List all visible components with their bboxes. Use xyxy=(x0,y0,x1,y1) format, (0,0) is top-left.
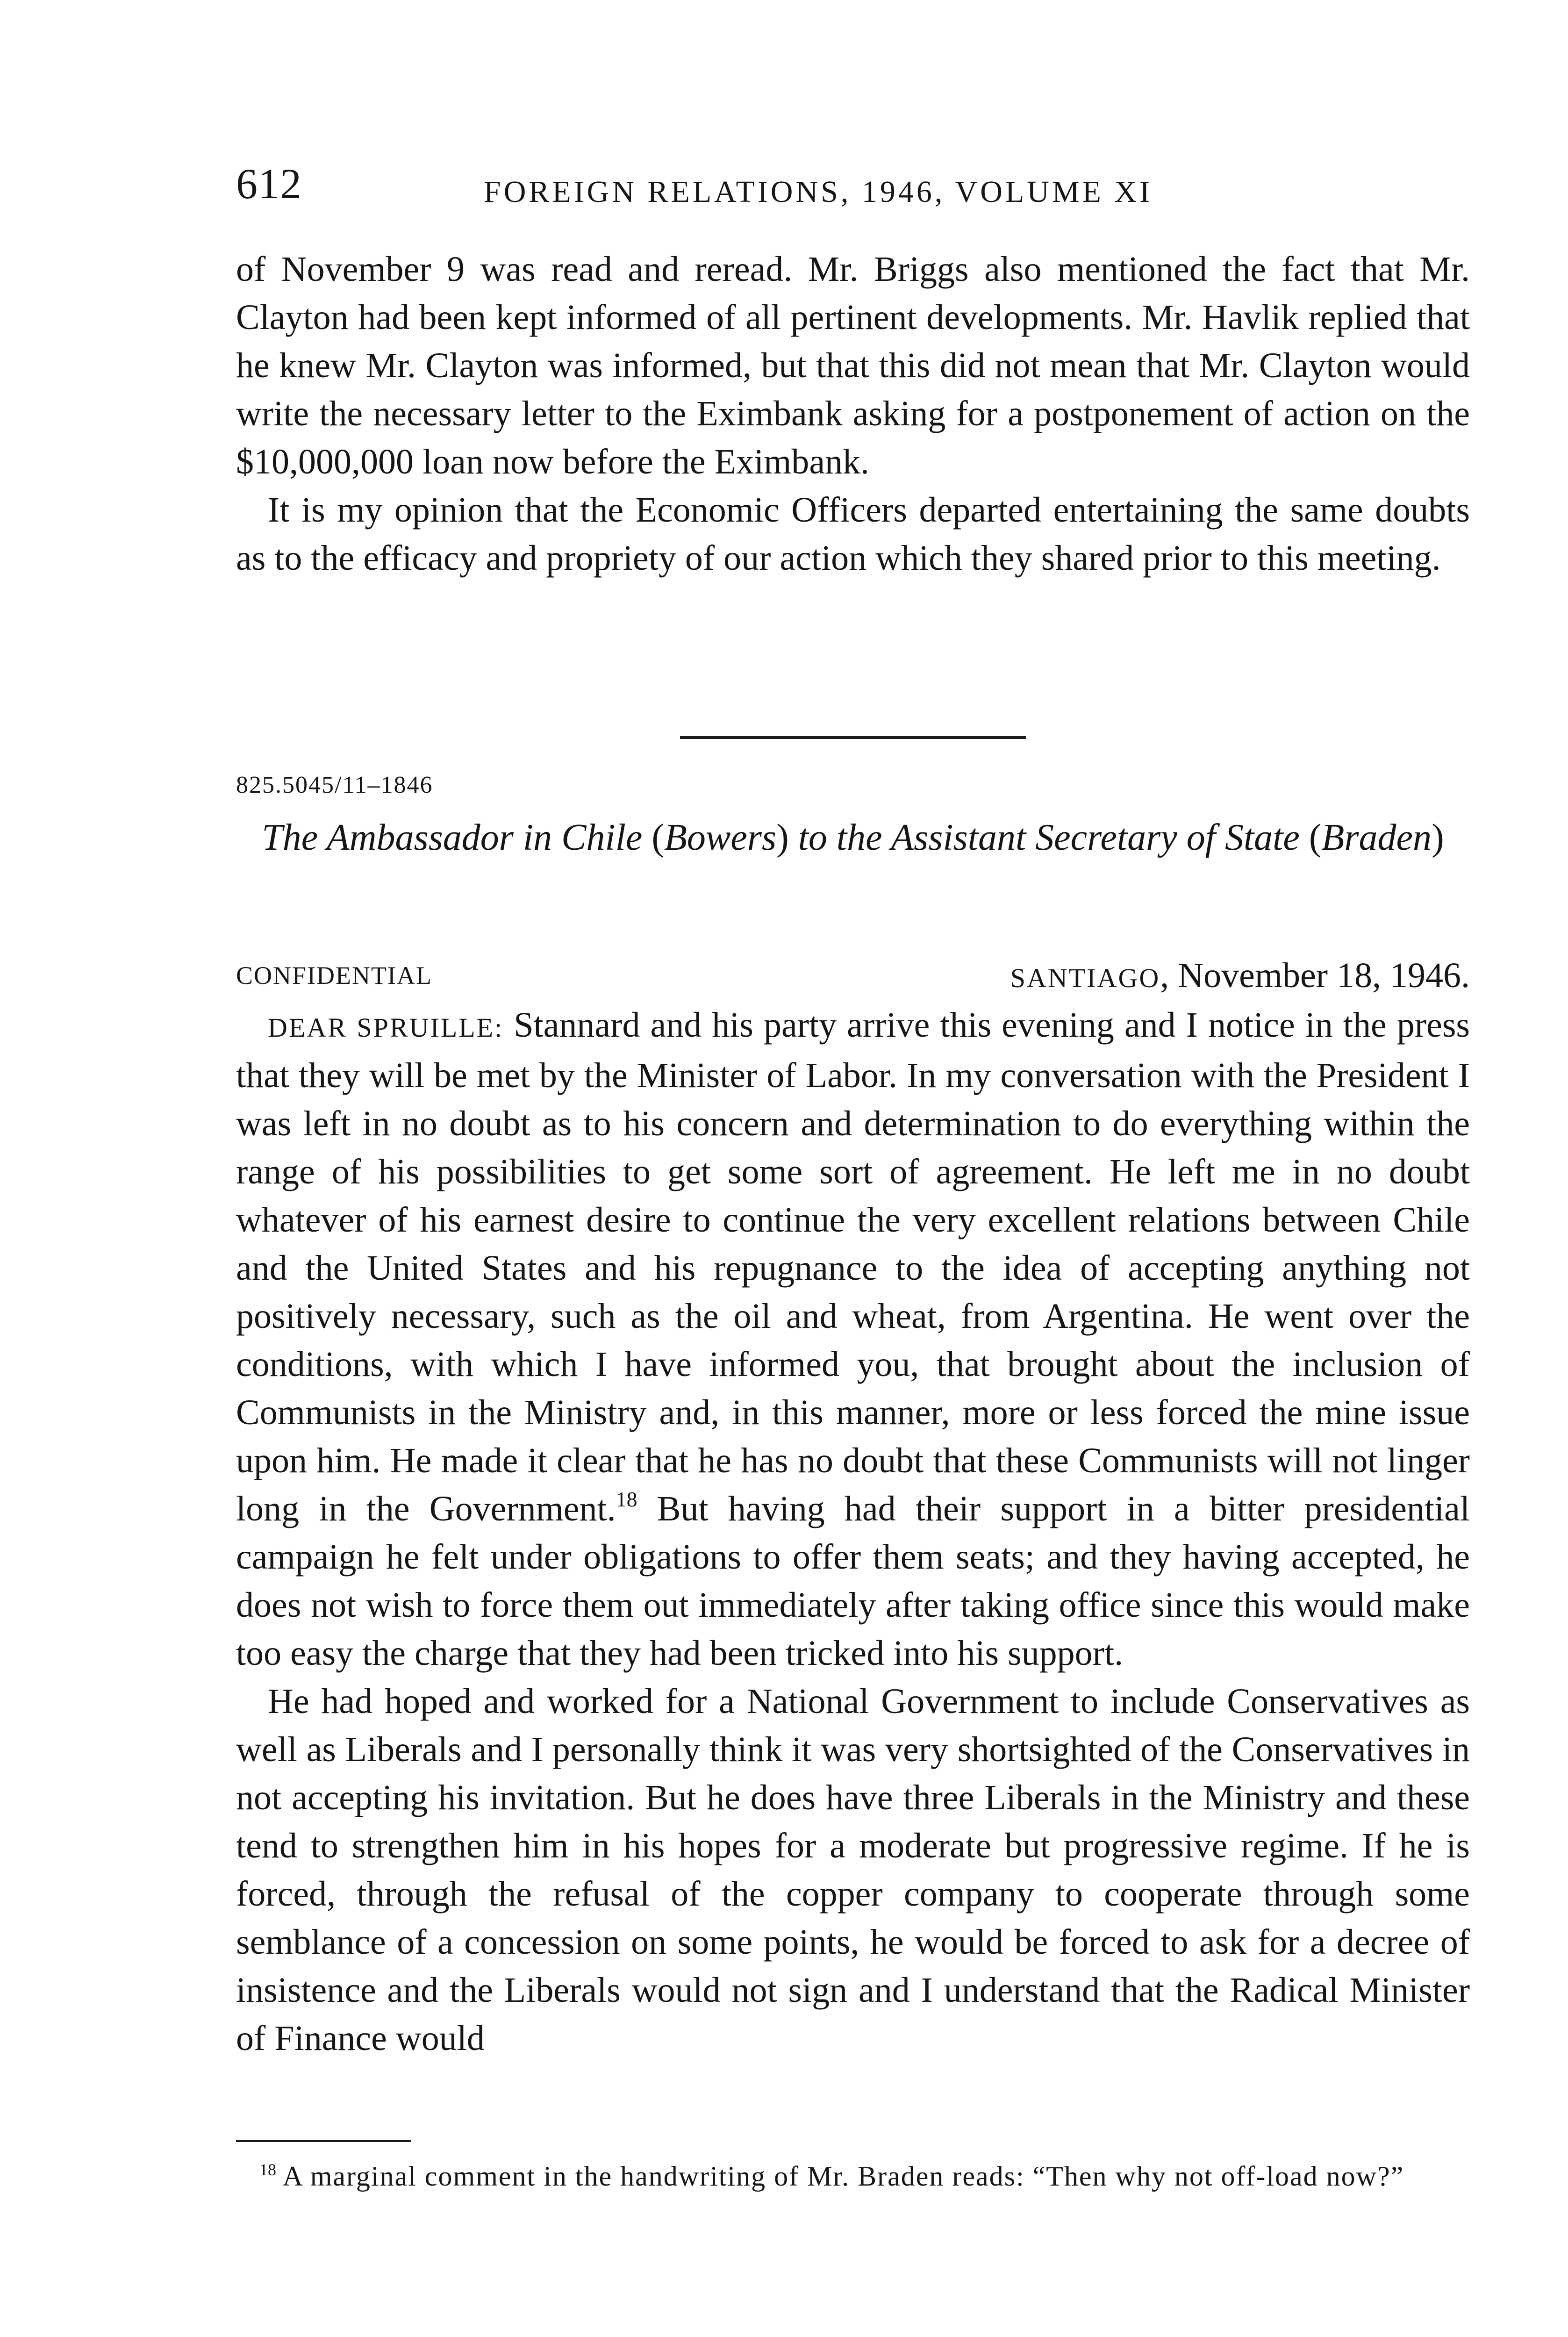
body-paragraph: of November 9 was read and reread. Mr. Briggs also mentioned the fact that Mr. Clayton had been kept informed of all pertinent developments. Mr. Havlik replied that he knew Mr. Clayton was informed, but that this did not mean that Mr. Clayton would write the necessary letter to the Eximbank asking for a postponement of action on the $10,000,000 loan now before the Eximbank. xyxy=(236,250,1470,481)
dateline xyxy=(236,950,1470,1001)
page-number: 612 xyxy=(236,160,302,208)
title-sender-name: Bowers xyxy=(664,817,777,858)
place: SANTIAGO xyxy=(1010,963,1160,993)
date: November 18, 1946. xyxy=(1178,956,1470,995)
footnote-rule xyxy=(236,2140,411,2142)
document-title: The Ambassador in Chile (Bowers) to the Assistant Secretary of State (Braden) xyxy=(262,817,1444,858)
letter-text: Stannard and his party arrive this evening and I notice in the press that they will be met by the Minister of Labor. In my conversation with the President I was left in no doubt as to his concern and determination to do everything within the range of his possibilities to get some sort of agreement. He left me in no doubt whatever of his earnest desire to continue the very excellent relations between Chile and the United States and his repugnance to the idea of accepting anything not positively necessary, such as the oil and wheat, from Argentina. He went over the conditions, with which I have informed you, that brought about the inclusion of Communists in the Ministry and, in this manner, more or less forced the mine issue upon him. He made it clear that he has no doubt that these Communists will not linger long in the Government. xyxy=(236,1005,1470,1528)
file-number: 825.5045/11–1846 xyxy=(236,772,433,798)
preceding-document-text xyxy=(236,245,1470,582)
footnote-number: 18 xyxy=(259,2160,276,2179)
classification-label: CONFIDENTIAL xyxy=(236,961,432,989)
footnote-reference: 18 xyxy=(616,1487,637,1511)
title-recipient: to the Assistant Secretary of State xyxy=(798,817,1300,858)
section-divider xyxy=(680,736,1026,739)
letter-paragraph xyxy=(236,1001,1470,1677)
salutation: DEAR SPRUILLE: xyxy=(268,1012,504,1043)
title-sender: The Ambassador in Chile xyxy=(262,817,643,858)
footnote xyxy=(236,2157,1470,2195)
footnote-text: A marginal comment in the handwriting of Mr. Braden reads: “Then why not off-load now?” xyxy=(282,2161,1404,2192)
body-paragraph: It is my opinion that the Economic Officers departed entertaining the same doubts as to the efficacy and propriety of our action which they shared prior to this meeting. xyxy=(236,490,1470,578)
place-and-date: SANTIAGO, November 18, 1946. xyxy=(1010,956,1470,995)
title-recipient-name: Braden xyxy=(1321,817,1432,858)
page-header xyxy=(236,149,1470,219)
running-head: FOREIGN RELATIONS, 1946, VOLUME XI xyxy=(484,175,1153,209)
letter-paragraph: He had hoped and worked for a National Government to include Conservatives as well as Liberals and I personally think it was very shortsighted of the Conservatives in not accepting his invitation. But he does have three Liberals in the Ministry and these tend to strengthen him in his hopes for a moderate but progressive regime. If he is forced, through the refusal of the copper company to cooperate through some semblance of a concession on some points, he would be forced to ask for a decree of insistence and the Liberals would not sign and I understand that the Radical Minister of Finance would xyxy=(236,1682,1470,2058)
letter-body xyxy=(236,1001,1470,2063)
letter-text: But having had their support in a bitter presidential campaign he felt under obligations to offer them seats; and they having accepted, he does not wish to force them out immediately after taking office since this would make too easy the charge that they had been tricked into his support. xyxy=(236,1489,1470,1673)
